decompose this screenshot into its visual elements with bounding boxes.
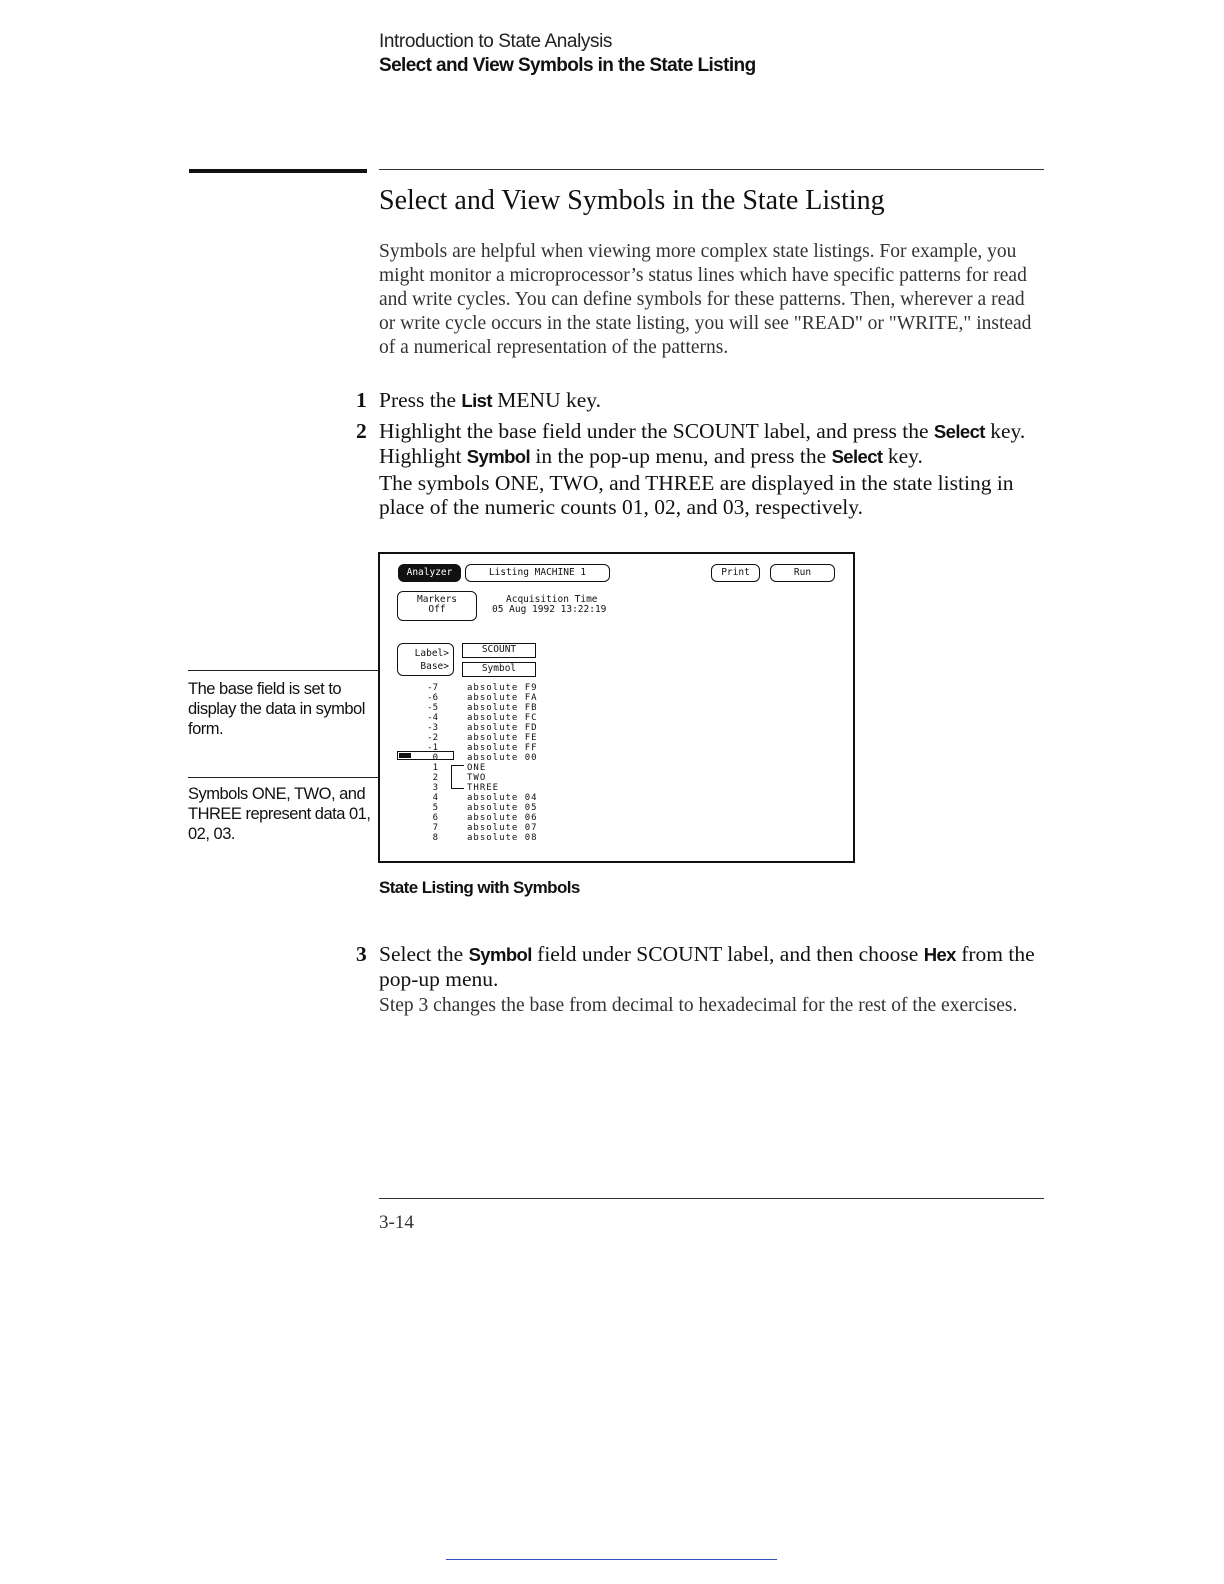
state-number: 7	[432, 823, 438, 833]
state-number: 0	[432, 753, 438, 763]
step-text: key. Highlight	[379, 419, 1026, 468]
table-row	[380, 683, 580, 693]
keyword: Select	[831, 446, 883, 467]
table-row	[380, 773, 580, 783]
scount-value: absolute FB	[467, 703, 538, 713]
label-base-button[interactable]	[397, 643, 454, 676]
callout-symbols: Symbols ONE, TWO, and THREE represent data 01, 02, 03.	[188, 785, 371, 843]
state-number: -7	[427, 683, 438, 693]
scount-value: absolute 07	[467, 823, 538, 833]
step-text: in the pop-up menu, and press the	[530, 444, 832, 468]
label-button-text: Label>	[414, 648, 449, 659]
markers-label: Markers	[416, 594, 458, 605]
table-row	[380, 733, 580, 743]
markers-value: Off	[428, 604, 446, 615]
table-row	[380, 813, 580, 823]
scount-value: absolute 05	[467, 803, 538, 813]
step-number: 3	[356, 942, 367, 966]
scount-value: absolute 08	[467, 833, 538, 843]
base-field-symbol[interactable]: Symbol	[462, 662, 536, 677]
table-row	[380, 743, 580, 753]
scount-value: ONE	[467, 763, 487, 773]
footer-rule	[379, 1198, 1044, 1199]
scount-value: absolute FE	[467, 733, 538, 743]
scount-value: absolute F9	[467, 683, 538, 693]
label-field-scount[interactable]: SCOUNT	[462, 643, 536, 658]
callout-base-field: The base field is set to display the data in symbol form.	[188, 680, 365, 738]
state-number: -4	[427, 713, 438, 723]
table-row	[380, 753, 580, 763]
keyword: Symbol	[468, 944, 532, 965]
state-number: 6	[432, 813, 438, 823]
state-listing-rows	[380, 683, 680, 853]
state-number: -3	[427, 723, 438, 733]
scount-value: absolute FF	[467, 743, 538, 753]
run-button[interactable]: Run	[770, 564, 835, 582]
step-2	[356, 419, 1044, 469]
step-text: key.	[882, 444, 923, 468]
table-row	[380, 793, 580, 803]
state-listing-screen	[378, 552, 855, 863]
keyword: List	[461, 390, 492, 411]
scount-value: absolute 00	[467, 753, 538, 763]
state-number: 3	[432, 783, 438, 793]
section-rule-thin	[379, 169, 1044, 170]
keyword: Select	[933, 421, 985, 442]
page-number: 3-14	[379, 1212, 414, 1233]
step-3-note: Step 3 changes the base from decimal to hexadecimal for the rest of the exercises.	[379, 995, 1018, 1016]
keyword: Symbol	[466, 446, 531, 467]
step-text: Highlight the base field under the SCOUNT label, and press the	[379, 419, 934, 443]
table-row	[380, 783, 580, 793]
intro-paragraph: Symbols are helpful when viewing more complex state listings. For example, you might monitor a microprocessor’s status lines which have specific patterns for read and write cycles. You can define symbols for these patterns. Then, wherever a read or write cycle occurs in the state listing, you will see "READ" or "WRITE," instead of a numerical representation of the patterns.	[379, 241, 1032, 358]
table-row	[380, 723, 580, 733]
step-text: Select the	[379, 942, 469, 966]
step-1	[356, 388, 1044, 413]
state-number: 8	[432, 833, 438, 843]
listing-machine-button[interactable]: Listing MACHINE 1	[465, 564, 610, 582]
step-text: Press the	[379, 388, 462, 412]
state-number: -2	[427, 733, 438, 743]
state-number: 2	[432, 773, 438, 783]
scount-value: TWO	[467, 773, 487, 783]
scount-value: absolute FC	[467, 713, 538, 723]
state-number: -1	[427, 743, 438, 753]
step-2-result: The symbols ONE, TWO, and THREE are displayed in the state listing in place of the numeric counts 01, 02, and 03, respectively.	[379, 471, 1014, 519]
bottom-link-line[interactable]	[446, 1559, 777, 1560]
markers-button[interactable]	[397, 591, 477, 621]
scount-value: absolute 04	[467, 793, 538, 803]
table-row	[380, 703, 580, 713]
keyword: Hex	[923, 944, 956, 965]
print-button[interactable]: Print	[711, 564, 760, 582]
table-row	[380, 833, 580, 843]
table-row	[380, 713, 580, 723]
state-number: 4	[432, 793, 438, 803]
state-number: 5	[432, 803, 438, 813]
section-title: Select and View Symbols in the State Listing	[379, 185, 885, 216]
table-row	[380, 803, 580, 813]
step-text: from the pop-up menu.	[379, 942, 1035, 991]
figure-caption: State Listing with Symbols	[379, 878, 580, 897]
scount-value: absolute 06	[467, 813, 538, 823]
section-rule-thick	[189, 169, 367, 173]
running-title: Introduction to State Analysis	[379, 31, 613, 52]
acquisition-time-label: Acquisition Time	[506, 594, 598, 605]
acquisition-time-value: 05 Aug 1992 13:22:19	[492, 604, 607, 615]
table-row	[380, 823, 580, 833]
step-text: MENU key.	[491, 388, 601, 412]
step-text: field under SCOUNT label, and then choose	[531, 942, 924, 966]
step-number: 2	[356, 419, 367, 443]
step-number: 1	[356, 388, 367, 412]
scount-value: THREE	[467, 783, 500, 793]
table-row	[380, 693, 580, 703]
table-row	[380, 763, 580, 773]
base-button-text: Base>	[420, 661, 449, 672]
scount-value: absolute FA	[467, 693, 538, 703]
scount-value: absolute FD	[467, 723, 538, 733]
running-subtitle: Select and View Symbols in the State Listing	[379, 55, 756, 76]
analyzer-button[interactable]: Analyzer	[398, 564, 461, 582]
state-number: -5	[427, 703, 438, 713]
step-3	[356, 942, 1044, 991]
state-number: -6	[427, 693, 438, 703]
state-number: 1	[432, 763, 438, 773]
